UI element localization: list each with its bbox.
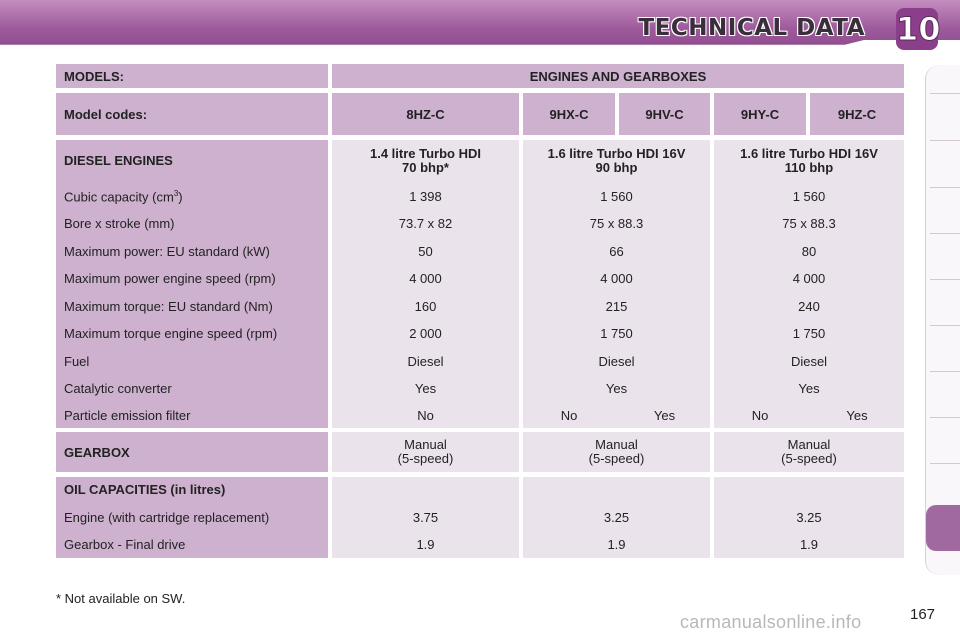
spec-value: Yes <box>653 408 676 423</box>
chapter-tab-divider <box>930 371 960 372</box>
chapter-tab-divider <box>930 279 960 280</box>
spec-value: Yes <box>605 381 628 396</box>
spec-value: 1 750 <box>792 326 826 341</box>
chapter-tab-divider <box>930 417 960 418</box>
oil-value: 1.9 <box>799 537 819 552</box>
model-code: 9HZ-C <box>810 93 904 135</box>
spec-value: 66 <box>609 244 624 259</box>
chapter-tab-divider <box>930 93 960 94</box>
spec-value: 75 x 88.3 <box>782 216 836 231</box>
spec-value: 215 <box>605 299 628 314</box>
spec-value: No <box>560 408 578 423</box>
spec-value: 1 750 <box>600 326 633 341</box>
gearbox-label: GEARBOX <box>64 445 130 460</box>
spec-row-label: Catalytic converter <box>64 381 172 396</box>
spec-value: Yes <box>798 381 820 396</box>
chapter-tabs <box>925 65 960 575</box>
spec-value: Diesel <box>790 354 828 369</box>
chapter-number-badge: 10 <box>896 10 941 48</box>
spec-value: 73.7 x 82 <box>398 216 453 231</box>
oil-value: 3.75 <box>412 510 439 525</box>
page-number: 167 <box>910 606 936 623</box>
spec-value: 4 000 <box>600 271 633 286</box>
oil-row-label: Gearbox - Final drive <box>64 537 186 552</box>
spec-value: Diesel <box>598 354 635 369</box>
engine-name: 1.6 litre Turbo HDI 16V 110 bhp <box>740 146 878 175</box>
model-code: 9HY-C <box>714 93 806 135</box>
spec-value: Yes <box>414 381 437 396</box>
oil-value: 1.9 <box>607 537 626 552</box>
spec-row-label: Cubic capacity $(cm^3)$ <box>64 189 183 205</box>
spec-value: Diesel <box>407 354 444 369</box>
models-label: MODELS: <box>56 64 328 88</box>
spec-row-label: Maximum torque: EU standard (Nm) <box>64 299 273 314</box>
oil-value: 3.25 <box>603 510 630 525</box>
chapter-tab-divider <box>930 325 960 326</box>
gearbox-value: Manual (5-speed) <box>397 437 454 466</box>
chapter-tab-divider <box>930 187 960 188</box>
model-code: 9HX-C <box>523 93 615 135</box>
chapter-tab-divider <box>930 233 960 234</box>
model-code: 9HV-C <box>619 93 710 135</box>
spec-row-label: Maximum power engine speed (rpm) <box>64 271 276 286</box>
model-codes-label: Model codes: <box>56 93 328 135</box>
spec-row-label: Maximum torque engine speed (rpm) <box>64 326 278 341</box>
spec-value: 50 <box>418 244 433 259</box>
spec-value: 1 560 <box>792 189 826 204</box>
chapter-tab-active[interactable] <box>926 505 960 551</box>
diesel-engines-label: DIESEL ENGINES <box>64 153 173 168</box>
spec-value: 1 398 <box>409 189 442 204</box>
oil-capacities-label: OIL CAPACITIES (in litres) <box>64 482 226 497</box>
spec-value: 4 000 <box>792 271 826 286</box>
spec-value: 80 <box>801 244 817 259</box>
oil-value: 1.9 <box>416 537 435 552</box>
spec-row-label: Bore x stroke (mm) <box>64 216 175 231</box>
spec-value: 240 <box>798 299 820 314</box>
technical-data-table <box>56 64 904 558</box>
model-code: 8HZ-C <box>332 93 519 135</box>
chapter-tab-divider <box>930 463 960 464</box>
oil-row-label: Engine (with cartridge replacement) <box>64 510 270 525</box>
engines-gearboxes-header: ENGINES AND GEARBOXES <box>332 64 904 88</box>
spec-value: No <box>751 408 769 423</box>
watermark: carmanualsonline.info <box>680 612 862 632</box>
gearbox-value: Manual (5-speed) <box>781 437 837 466</box>
spec-row-label: Fuel <box>64 354 90 369</box>
engine-name: 1.4 litre Turbo HDI 70 bhp* <box>370 146 481 175</box>
spec-value: 2 000 <box>409 326 442 341</box>
spec-value: Yes <box>846 408 868 423</box>
spec-value: 1 560 <box>600 189 633 204</box>
spec-value: 160 <box>414 299 437 314</box>
spec-value: No <box>417 408 434 423</box>
gearbox-value: Manual (5-speed) <box>588 437 645 466</box>
spec-value: 4 000 <box>409 271 442 286</box>
spec-row-label: Maximum power: EU standard (kW) <box>64 244 270 259</box>
spec-value: 75 x 88.3 <box>589 216 644 231</box>
page-title: TECHNICAL DATA <box>638 15 865 41</box>
oil-value: 3.25 <box>796 510 822 525</box>
footnote: * Not available on SW. <box>56 591 186 606</box>
chapter-tab-divider <box>930 140 960 141</box>
engine-name: 1.6 litre Turbo HDI 16V 90 bhp <box>547 146 686 175</box>
spec-row-label: Particle emission filter <box>64 408 191 423</box>
